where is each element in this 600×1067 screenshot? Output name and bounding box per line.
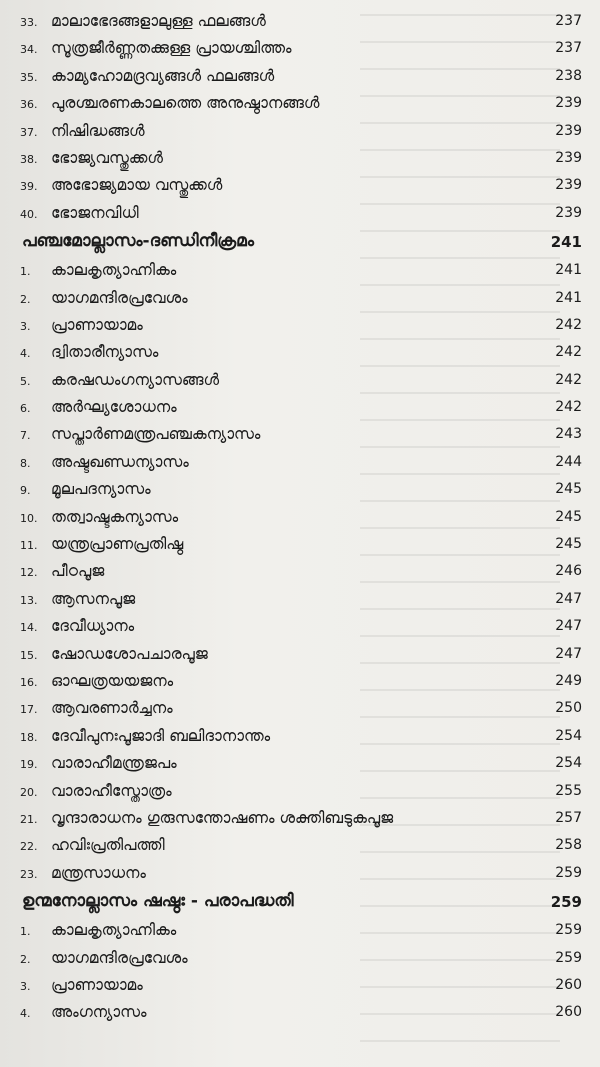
toc-entry [0, 695, 600, 722]
entry-title: ദ്വിതാരീന്യാസം [51, 343, 159, 362]
page-number: 247 [555, 590, 582, 607]
entry-title: മൂലപദന്യാസം [51, 480, 151, 499]
entry-number: 40. [20, 207, 38, 221]
page-number: 246 [555, 563, 582, 580]
entry-title: കരഷഡംഗന്യാസങ്ങൾ [51, 370, 220, 389]
page-number: 242 [555, 316, 582, 333]
entry-number: 15. [20, 648, 38, 662]
section-title: ഉന്മനോല്ലാസം ഷഷ്ഠഃ - പരാപദ്ധതി [22, 891, 294, 912]
entry-number: 38. [20, 152, 38, 166]
page-number: 239 [555, 122, 582, 139]
page-number: 242 [555, 344, 582, 361]
page-number: 260 [555, 976, 582, 993]
entry-number: 6. [20, 402, 31, 416]
entry-number: 37. [20, 125, 38, 139]
entry-number: 5. [20, 374, 31, 388]
toc-entry [0, 999, 600, 1026]
page-number: 241 [555, 262, 582, 279]
page-number: 238 [555, 67, 582, 84]
entry-title: കാലകൃത്യാഹ്നികം [51, 921, 177, 940]
entry-title: അഭോജ്യമായ വസ്തുക്കൾ [51, 176, 223, 195]
entry-number: 1. [20, 925, 31, 939]
entry-number: 13. [20, 593, 38, 607]
page-number: 239 [555, 177, 582, 194]
section-title: പഞ്ചമോല്ലാസം-ദണ്ഡിനീക്രമം [22, 231, 254, 252]
entry-number: 33. [20, 16, 38, 29]
entry-number: 39. [20, 180, 38, 194]
toc-entry [0, 90, 600, 117]
entry-title: ഓഘത്രയയജനം [51, 671, 174, 690]
toc-entry [0, 668, 600, 695]
entry-number: 8. [20, 456, 31, 470]
page-number: 245 [555, 481, 582, 498]
entry-title: ഭോജ്യവസ്തുക്കൾ [51, 148, 163, 167]
entry-title: പുരശ്ചരണകാലത്തെ അനുഷ്ഠാനങ്ങൾ [51, 94, 320, 113]
entry-number: 20. [20, 785, 38, 799]
page-number: 241 [550, 233, 582, 252]
toc-entry [0, 312, 600, 339]
entry-number: 21. [20, 812, 38, 826]
toc-entry [0, 750, 600, 777]
entry-number: 3. [20, 979, 31, 993]
entry-title: ഷോഡശോപചാരപൂജ [51, 644, 208, 663]
toc-entry [0, 339, 600, 366]
page-number: 247 [555, 645, 582, 662]
page-number: 245 [555, 536, 582, 553]
entry-number: 36. [20, 98, 38, 112]
entry-title: നിഷിദ്ധങ്ങൾ [51, 121, 145, 140]
toc-entry [0, 145, 600, 172]
toc-entry [0, 367, 600, 394]
toc-entry [0, 285, 600, 312]
page-number: 237 [555, 40, 582, 57]
toc-entry [0, 641, 600, 668]
entry-number: 14. [20, 621, 38, 635]
entry-title: സപ്താർണമന്ത്രപഞ്ചകന്യാസം [51, 425, 261, 444]
page-number: 259 [555, 949, 582, 966]
entry-title: വാരാഹീമന്ത്രജപം [51, 754, 177, 773]
entry-title: പ്രാണായാമം [51, 975, 143, 994]
entry-number: 4. [20, 347, 31, 361]
entry-number: 23. [20, 867, 38, 881]
entry-number: 7. [20, 429, 31, 443]
entry-title: അർഘ്യശോധനം [51, 398, 177, 417]
page-number: 242 [555, 399, 582, 416]
toc-entry [0, 8, 600, 35]
entry-title: ദേവീപുനഃപൂജാദി ബലിദാനാന്തം [51, 726, 271, 745]
toc-entry [0, 723, 600, 750]
page-number: 260 [555, 1004, 582, 1021]
page-number: 258 [555, 837, 582, 854]
entry-number: 12. [20, 566, 38, 580]
entry-title: മന്ത്രസാധനം [51, 863, 146, 882]
entry-number: 17. [20, 703, 38, 717]
page-number: 250 [555, 700, 582, 717]
page-number: 249 [555, 672, 582, 689]
toc-entry [0, 778, 600, 805]
page-number: 243 [555, 426, 582, 443]
entry-title: അംഗന്യാസം [51, 1003, 147, 1022]
toc-entry [0, 586, 600, 613]
toc-entry [0, 63, 600, 90]
entry-number: 19. [20, 758, 38, 772]
entry-number: 2. [20, 952, 31, 966]
entry-title: യാഗമന്ദിരപ്രവേശം [51, 288, 188, 307]
entry-title: യാഗമന്ദിരപ്രവേശം [51, 948, 188, 967]
entry-number: 18. [20, 730, 38, 744]
entry-title: ഭോജനവിധി [51, 203, 139, 222]
toc-entry [0, 832, 600, 859]
toc-entry [0, 257, 600, 284]
entry-number: 1. [20, 265, 31, 279]
page-number: 237 [555, 13, 582, 29]
entry-title: സൂത്രജീർണ്ണതക്കുള്ള പ്രായശ്ചിത്തം [51, 39, 292, 58]
entry-number: 3. [20, 319, 31, 333]
toc-entry [0, 394, 600, 421]
entry-title: പ്രാണായാമം [51, 315, 143, 334]
page-number: 239 [555, 204, 582, 221]
page-number: 259 [555, 922, 582, 939]
toc-entry [0, 945, 600, 972]
toc-entry [0, 805, 600, 832]
page-number: 259 [555, 864, 582, 881]
entry-title: പീഠപൂജ [51, 562, 105, 581]
toc-entry [0, 972, 600, 999]
table-of-contents [0, 8, 600, 1027]
page-number: 259 [550, 893, 582, 912]
entry-number: 16. [20, 675, 38, 689]
entry-title: തത്വാഷ്ടകന്യാസം [51, 507, 179, 526]
toc-entry [0, 917, 600, 944]
toc-entry [0, 860, 600, 887]
section-heading [0, 887, 600, 917]
entry-title: മാലാഭേദങ്ങളാലുള്ള ഫലങ്ങൾ [51, 12, 266, 30]
page-number: 254 [555, 727, 582, 744]
entry-title: ദേവീധ്യാനം [51, 617, 135, 636]
page-number: 242 [555, 371, 582, 388]
entry-title: ആസനപൂജ [51, 589, 136, 608]
page-number: 245 [555, 508, 582, 525]
entry-title: വാരാഹീസ്തോത്രം [51, 781, 172, 800]
toc-entry [0, 421, 600, 448]
page-number: 255 [555, 782, 582, 799]
page-number: 244 [555, 453, 582, 470]
page-number: 239 [555, 95, 582, 112]
entry-number: 11. [20, 539, 38, 553]
entry-title: കാമ്യഹോമദ്രവ്യങ്ങൾ ഫലങ്ങൾ [51, 66, 275, 85]
page-number: 239 [555, 149, 582, 166]
entry-title: വൃന്ദാരാധനം ഗുരുസന്തോഷണം ശക്തിബടുകപൂജ [51, 808, 394, 827]
entry-title: ഹവിഃപ്രതിപത്തി [51, 836, 165, 855]
page-number: 257 [555, 809, 582, 826]
toc-entry [0, 118, 600, 145]
entry-number: 4. [20, 1007, 31, 1021]
entry-title: ആവരണാർച്ചനം [51, 699, 173, 718]
toc-entry [0, 35, 600, 62]
entry-title: യന്ത്രപ്രാണപ്രതിഷ്ഠ [51, 535, 184, 554]
section-heading [0, 227, 600, 257]
toc-entry [0, 504, 600, 531]
entry-title: കാലകൃത്യാഹ്നികം [51, 261, 177, 280]
entry-number: 35. [20, 70, 38, 84]
page-number: 247 [555, 618, 582, 635]
entry-number: 9. [20, 484, 31, 498]
entry-number: 2. [20, 292, 31, 306]
page-number: 254 [555, 755, 582, 772]
toc-entry [0, 613, 600, 640]
toc-entry [0, 200, 600, 227]
page-number: 241 [555, 289, 582, 306]
entry-title: അഷ്ടഖണ്ഡന്യാസം [51, 452, 189, 471]
entry-number: 34. [20, 43, 38, 57]
toc-entry [0, 558, 600, 585]
toc-entry [0, 449, 600, 476]
toc-entry [0, 476, 600, 503]
entry-number: 10. [20, 511, 38, 525]
toc-entry [0, 531, 600, 558]
entry-number: 22. [20, 840, 38, 854]
toc-entry [0, 172, 600, 199]
